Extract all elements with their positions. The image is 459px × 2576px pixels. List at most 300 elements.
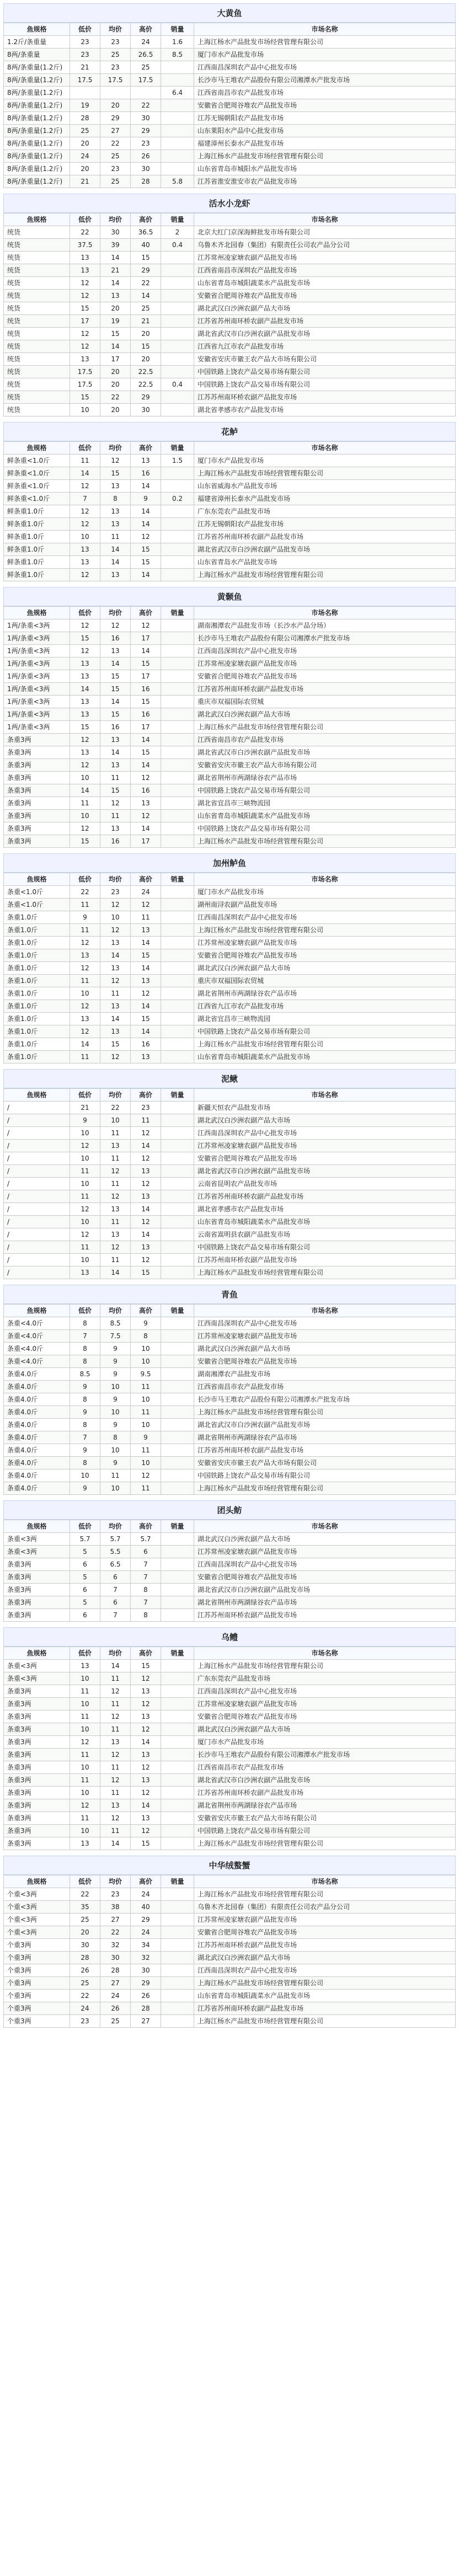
volume-cell bbox=[161, 290, 194, 302]
spec-cell: / bbox=[4, 1190, 70, 1203]
header-low: 低价 bbox=[70, 1520, 100, 1533]
volume-cell: 1.6 bbox=[161, 36, 194, 49]
low-price-cell: 9 bbox=[70, 911, 100, 924]
volume-cell bbox=[161, 1381, 194, 1393]
spec-cell: 条重3两 bbox=[4, 1774, 70, 1787]
market-cell: 安徽省合肥周谷堆农产品批发市场 bbox=[194, 290, 456, 302]
table-row bbox=[4, 1787, 456, 1799]
spec-cell: 条重1.0斤 bbox=[4, 1051, 70, 1063]
high-price-cell: 17 bbox=[131, 835, 161, 848]
volume-cell bbox=[161, 632, 194, 645]
high-price-cell: 9 bbox=[131, 1317, 161, 1330]
low-price-cell: 10 bbox=[70, 1152, 100, 1165]
high-price-cell: 13 bbox=[131, 1812, 161, 1825]
low-price-cell: 13 bbox=[70, 1013, 100, 1025]
high-price-cell: 22 bbox=[131, 99, 161, 112]
market-cell: 湖北武汉白沙洲农副产品大市场 bbox=[194, 1723, 456, 1736]
market-cell: 安徽省合肥周谷堆农产品批发市场 bbox=[194, 1711, 456, 1723]
section-title: 泥鳅 bbox=[3, 1069, 456, 1088]
low-price-cell: 17 bbox=[70, 315, 100, 328]
avg-price-cell: 17 bbox=[100, 353, 131, 366]
high-price-cell: 8 bbox=[131, 1584, 161, 1596]
high-price-cell: 11 bbox=[131, 1381, 161, 1393]
high-price-cell: 29 bbox=[131, 264, 161, 277]
header-market: 市场名称 bbox=[194, 1089, 456, 1102]
spec-cell: 条重3两 bbox=[4, 1711, 70, 1723]
low-price-cell: 9 bbox=[70, 1381, 100, 1393]
volume-cell bbox=[161, 1203, 194, 1216]
spec-cell: 条重<3两 bbox=[4, 1546, 70, 1558]
table-row bbox=[4, 1190, 456, 1203]
table-row bbox=[4, 1812, 456, 1825]
high-price-cell: 11 bbox=[131, 1482, 161, 1495]
table-row bbox=[4, 1571, 456, 1584]
table-row bbox=[4, 112, 456, 125]
spec-cell: 条重<4.0斤 bbox=[4, 1330, 70, 1343]
high-price-cell: 14 bbox=[131, 290, 161, 302]
market-cell: 江西省南昌市深圳农产品批发市场 bbox=[194, 264, 456, 277]
table-row bbox=[4, 759, 456, 772]
high-price-cell: 22.5 bbox=[131, 366, 161, 378]
table-row bbox=[4, 1393, 456, 1406]
header-spec: 鱼规格 bbox=[4, 1089, 70, 1102]
spec-cell: 个重<3两 bbox=[4, 1914, 70, 1926]
market-cell: 湖北省荆州市两湖绿谷农产品市场 bbox=[194, 1799, 456, 1812]
spec-cell: 条重<4.0斤 bbox=[4, 1355, 70, 1368]
spec-cell: 8两/条重量(1.2斤) bbox=[4, 87, 70, 99]
avg-price-cell: 9 bbox=[100, 1355, 131, 1368]
high-price-cell: 17 bbox=[131, 670, 161, 683]
spec-cell: 条重4.0斤 bbox=[4, 1419, 70, 1431]
section-6 bbox=[3, 1069, 456, 1279]
market-cell: 湖南湘潭农产品批发市场（长沙水产品分场） bbox=[194, 619, 456, 632]
table-header-row bbox=[4, 873, 456, 886]
market-cell: 湖北省武汉市白沙洲农副产品批发市场 bbox=[194, 1774, 456, 1787]
market-cell: 江苏省苏州南环桥农副产品批发市场 bbox=[194, 531, 456, 543]
avg-price-cell: 13 bbox=[100, 518, 131, 531]
volume-cell bbox=[161, 480, 194, 493]
low-price-cell: 21 bbox=[70, 175, 100, 188]
market-cell: 江西省九江市农产品批发市场 bbox=[194, 1000, 456, 1013]
high-price-cell: 15 bbox=[131, 543, 161, 556]
low-price-cell: 23 bbox=[70, 36, 100, 49]
avg-price-cell: 10 bbox=[100, 1381, 131, 1393]
spec-cell: 个重<3两 bbox=[4, 1926, 70, 1939]
low-price-cell: 14 bbox=[70, 784, 100, 797]
table-row bbox=[4, 2015, 456, 2028]
market-cell: 湖北省武汉市白沙洲农副产品批发市场 bbox=[194, 1419, 456, 1431]
low-price-cell: 26 bbox=[70, 1964, 100, 1977]
volume-cell bbox=[161, 1952, 194, 1964]
high-price-cell: 14 bbox=[131, 569, 161, 581]
volume-cell bbox=[161, 569, 194, 581]
volume-cell bbox=[161, 1774, 194, 1787]
market-cell: 厦门市水产品批发市场 bbox=[194, 886, 456, 899]
spec-cell: 条重4.0斤 bbox=[4, 1469, 70, 1482]
low-price-cell: 22 bbox=[70, 1990, 100, 2002]
volume-cell bbox=[161, 708, 194, 721]
volume-cell bbox=[161, 1114, 194, 1127]
spec-cell: 条重<4.0斤 bbox=[4, 1317, 70, 1330]
market-cell: 乌鲁木齐北园春（集团）有限责任公司农产品分公司 bbox=[194, 239, 456, 252]
volume-cell bbox=[161, 1990, 194, 2002]
table-row bbox=[4, 835, 456, 848]
spec-cell: 条重<1.0斤 bbox=[4, 886, 70, 899]
low-price-cell: 10 bbox=[70, 1787, 100, 1799]
avg-price-cell: 6 bbox=[100, 1571, 131, 1584]
volume-cell bbox=[161, 911, 194, 924]
table-row bbox=[4, 404, 456, 416]
high-price-cell: 27 bbox=[131, 2015, 161, 2028]
avg-price-cell: 15 bbox=[100, 328, 131, 340]
table-row bbox=[4, 340, 456, 353]
price-table bbox=[3, 606, 456, 848]
avg-price-cell: 25 bbox=[100, 150, 131, 163]
low-price-cell: 8 bbox=[70, 1343, 100, 1355]
low-price-cell: 12 bbox=[70, 1203, 100, 1216]
low-price-cell: 20 bbox=[70, 163, 100, 175]
high-price-cell: 13 bbox=[131, 975, 161, 987]
high-price-cell: 15 bbox=[131, 746, 161, 759]
high-price-cell: 10 bbox=[131, 1393, 161, 1406]
low-price-cell: 10 bbox=[70, 987, 100, 1000]
avg-price-cell: 14 bbox=[100, 696, 131, 708]
spec-cell: / bbox=[4, 1102, 70, 1114]
high-price-cell: 13 bbox=[131, 1774, 161, 1787]
table-row bbox=[4, 1114, 456, 1127]
market-cell: 安徽省合肥周谷堆农产品批发市场 bbox=[194, 670, 456, 683]
market-cell: 上海江杨水产品批发市场经营管理有限公司 bbox=[194, 1038, 456, 1051]
low-price-cell: 13 bbox=[70, 949, 100, 962]
high-price-cell: 8 bbox=[131, 1330, 161, 1343]
table-header-row bbox=[4, 1305, 456, 1317]
table-header-row bbox=[4, 213, 456, 226]
volume-cell bbox=[161, 1393, 194, 1406]
volume-cell bbox=[161, 670, 194, 683]
spec-cell: 统货 bbox=[4, 404, 70, 416]
spec-cell: / bbox=[4, 1228, 70, 1241]
high-price-cell: 14 bbox=[131, 505, 161, 518]
spec-cell: 条重<3两 bbox=[4, 1672, 70, 1685]
market-cell: 山东莱阳水产品中心批发市场 bbox=[194, 125, 456, 137]
low-price-cell: 7 bbox=[70, 1330, 100, 1343]
avg-price-cell: 9 bbox=[100, 1419, 131, 1431]
table-row bbox=[4, 277, 456, 290]
high-price-cell: 6 bbox=[131, 1546, 161, 1558]
market-cell: 湖北省武汉市白沙洲农副产品批发市场 bbox=[194, 1165, 456, 1178]
spec-cell: 条重1.0斤 bbox=[4, 937, 70, 949]
low-price-cell: 10 bbox=[70, 531, 100, 543]
table-row bbox=[4, 1241, 456, 1254]
high-price-cell: 14 bbox=[131, 1000, 161, 1013]
high-price-cell bbox=[131, 87, 161, 99]
spec-cell: 条重4.0斤 bbox=[4, 1406, 70, 1419]
low-price-cell: 10 bbox=[70, 1698, 100, 1711]
spec-cell: 8两/条重量(1.2斤) bbox=[4, 61, 70, 74]
high-price-cell: 15 bbox=[131, 1266, 161, 1279]
high-price-cell: 28 bbox=[131, 175, 161, 188]
volume-cell bbox=[161, 1406, 194, 1419]
table-row bbox=[4, 1990, 456, 2002]
avg-price-cell: 28 bbox=[100, 1964, 131, 1977]
market-cell: 厦门市水产品批发市场 bbox=[194, 49, 456, 61]
low-price-cell: 15 bbox=[70, 302, 100, 315]
high-price-cell: 25 bbox=[131, 61, 161, 74]
market-cell: 江苏省苏州南环桥农副产品批发市场 bbox=[194, 1444, 456, 1457]
low-price-cell: 12 bbox=[70, 569, 100, 581]
market-cell: 福建省漳州长泰水产品批发市场 bbox=[194, 493, 456, 505]
table-row bbox=[4, 1419, 456, 1431]
section-2 bbox=[3, 194, 456, 416]
low-price-cell: 10 bbox=[70, 1672, 100, 1685]
spec-cell: 1两/条重<3两 bbox=[4, 645, 70, 658]
high-price-cell: 5.7 bbox=[131, 1533, 161, 1546]
low-price-cell: 11 bbox=[70, 455, 100, 467]
low-price-cell: 30 bbox=[70, 1939, 100, 1952]
avg-price-cell: 13 bbox=[100, 1140, 131, 1152]
volume-cell bbox=[161, 531, 194, 543]
table-row bbox=[4, 1685, 456, 1698]
spec-cell: 8两/条重量(1.2斤) bbox=[4, 137, 70, 150]
table-row bbox=[4, 1609, 456, 1622]
high-price-cell: 12 bbox=[131, 1761, 161, 1774]
market-cell: 山东省青岛市城阳蔬菜水产品批发市场 bbox=[194, 810, 456, 822]
market-cell: 江苏省苏州南环桥农副产品批发市场 bbox=[194, 683, 456, 696]
high-price-cell: 15 bbox=[131, 696, 161, 708]
market-cell: 江西省南昌市农产品批发市场 bbox=[194, 87, 456, 99]
avg-price-cell: 11 bbox=[100, 987, 131, 1000]
header-avg: 均价 bbox=[100, 1647, 131, 1660]
high-price-cell: 12 bbox=[131, 1825, 161, 1837]
volume-cell bbox=[161, 924, 194, 937]
market-cell: 湖北武汉白沙洲农副产品大市场 bbox=[194, 1952, 456, 1964]
avg-price-cell: 15 bbox=[100, 670, 131, 683]
table-row bbox=[4, 1723, 456, 1736]
market-cell: 长沙市马王堆农产品股份有限公司湘潭水产批发市场 bbox=[194, 632, 456, 645]
section-title: 活水小龙虾 bbox=[3, 194, 456, 213]
table-row bbox=[4, 290, 456, 302]
table-row bbox=[4, 302, 456, 315]
table-row bbox=[4, 937, 456, 949]
market-cell: 云南省嵩明县农副产品批发市场 bbox=[194, 1228, 456, 1241]
volume-cell bbox=[161, 1596, 194, 1609]
table-row bbox=[4, 1584, 456, 1596]
low-price-cell: 5.7 bbox=[70, 1533, 100, 1546]
low-price-cell: 11 bbox=[70, 1749, 100, 1761]
high-price-cell: 20 bbox=[131, 353, 161, 366]
header-spec: 鱼规格 bbox=[4, 1520, 70, 1533]
volume-cell bbox=[161, 899, 194, 911]
high-price-cell: 14 bbox=[131, 962, 161, 975]
header-volume: 销量 bbox=[161, 1875, 194, 1888]
market-cell: 江苏省淮安淮安市农产品批发市场 bbox=[194, 175, 456, 188]
table-row bbox=[4, 1977, 456, 1990]
avg-price-cell: 32 bbox=[100, 1939, 131, 1952]
market-cell: 中国铁路上饶农产品交易市场有限公司 bbox=[194, 784, 456, 797]
high-price-cell: 26 bbox=[131, 150, 161, 163]
avg-price-cell: 11 bbox=[100, 1698, 131, 1711]
table-row bbox=[4, 670, 456, 683]
avg-price-cell: 11 bbox=[100, 1761, 131, 1774]
high-price-cell: 12 bbox=[131, 1127, 161, 1140]
avg-price-cell: 23 bbox=[100, 1888, 131, 1901]
low-price-cell: 25 bbox=[70, 1977, 100, 1990]
avg-price-cell: 8 bbox=[100, 493, 131, 505]
table-row bbox=[4, 1825, 456, 1837]
high-price-cell: 13 bbox=[131, 1685, 161, 1698]
low-price-cell: 12 bbox=[70, 328, 100, 340]
high-price-cell: 29 bbox=[131, 1977, 161, 1990]
low-price-cell: 11 bbox=[70, 1774, 100, 1787]
volume-cell bbox=[161, 721, 194, 734]
market-cell: 山东省青岛水产品批发市场 bbox=[194, 556, 456, 569]
volume-cell bbox=[161, 1926, 194, 1939]
market-cell: 上海江杨水产品批发市场经营管理有限公司 bbox=[194, 2015, 456, 2028]
avg-price-cell: 14 bbox=[100, 1837, 131, 1850]
avg-price-cell: 14 bbox=[100, 1266, 131, 1279]
low-price-cell bbox=[70, 87, 100, 99]
low-price-cell: 7 bbox=[70, 1431, 100, 1444]
high-price-cell: 12 bbox=[131, 1672, 161, 1685]
table-row bbox=[4, 1165, 456, 1178]
table-row bbox=[4, 1457, 456, 1469]
table-row bbox=[4, 772, 456, 784]
market-cell: 江苏苏州南环桥农副产品批发市场 bbox=[194, 1939, 456, 1952]
spec-cell: 统货 bbox=[4, 277, 70, 290]
header-low: 低价 bbox=[70, 873, 100, 886]
high-price-cell: 14 bbox=[131, 822, 161, 835]
low-price-cell: 12 bbox=[70, 962, 100, 975]
table-row bbox=[4, 1596, 456, 1609]
avg-price-cell: 11 bbox=[100, 1152, 131, 1165]
volume-cell bbox=[161, 1672, 194, 1685]
volume-cell bbox=[161, 1533, 194, 1546]
high-price-cell: 36.5 bbox=[131, 226, 161, 239]
high-price-cell: 12 bbox=[131, 772, 161, 784]
market-cell: 中国铁路上饶农产品交易市场有限公司 bbox=[194, 822, 456, 835]
high-price-cell: 12 bbox=[131, 1254, 161, 1266]
avg-price-cell: 6 bbox=[100, 1596, 131, 1609]
table-row bbox=[4, 1330, 456, 1343]
spec-cell: 条重1.0斤 bbox=[4, 962, 70, 975]
spec-cell: 条重3两 bbox=[4, 1723, 70, 1736]
table-row bbox=[4, 1228, 456, 1241]
volume-cell bbox=[161, 797, 194, 810]
high-price-cell: 14 bbox=[131, 937, 161, 949]
avg-price-cell: 11 bbox=[100, 772, 131, 784]
section-title: 花鲈 bbox=[3, 422, 456, 441]
avg-price-cell: 22 bbox=[100, 391, 131, 404]
table-row bbox=[4, 1102, 456, 1114]
market-cell: 上海江杨水产品批发市场经营管理有限公司 bbox=[194, 569, 456, 581]
volume-cell bbox=[161, 759, 194, 772]
low-price-cell: 5 bbox=[70, 1571, 100, 1584]
low-price-cell: 15 bbox=[70, 391, 100, 404]
low-price-cell: 11 bbox=[70, 1685, 100, 1698]
low-price-cell: 6 bbox=[70, 1609, 100, 1622]
table-row bbox=[4, 1317, 456, 1330]
market-cell: 江西南昌深圳农产品中心批发市场 bbox=[194, 911, 456, 924]
avg-price-cell: 12 bbox=[100, 1685, 131, 1698]
volume-cell bbox=[161, 1749, 194, 1761]
market-cell: 安徽省合肥周谷堆农产品批发市场 bbox=[194, 1571, 456, 1584]
spec-cell: 个重3两 bbox=[4, 2002, 70, 2015]
avg-price-cell: 30 bbox=[100, 226, 131, 239]
low-price-cell: 12 bbox=[70, 937, 100, 949]
volume-cell bbox=[161, 1457, 194, 1469]
header-volume: 销量 bbox=[161, 1520, 194, 1533]
spec-cell: 条重1.0斤 bbox=[4, 1025, 70, 1038]
market-cell: 安徽省合肥周谷堆农产品批发市场 bbox=[194, 949, 456, 962]
price-table bbox=[3, 1088, 456, 1279]
low-price-cell: 13 bbox=[70, 1266, 100, 1279]
table-row bbox=[4, 797, 456, 810]
market-cell: 安徽省合肥周谷堆农产品批发市场 bbox=[194, 1926, 456, 1939]
spec-cell: 统货 bbox=[4, 239, 70, 252]
price-table bbox=[3, 441, 456, 581]
avg-price-cell: 20 bbox=[100, 302, 131, 315]
volume-cell bbox=[161, 1901, 194, 1914]
avg-price-cell: 11 bbox=[100, 1178, 131, 1190]
volume-cell bbox=[161, 2015, 194, 2028]
volume-cell bbox=[161, 1444, 194, 1457]
volume-cell bbox=[161, 150, 194, 163]
table-row bbox=[4, 366, 456, 378]
avg-price-cell: 39 bbox=[100, 239, 131, 252]
table-row bbox=[4, 924, 456, 937]
high-price-cell: 14 bbox=[131, 1140, 161, 1152]
price-table bbox=[3, 1647, 456, 1850]
avg-price-cell: 23 bbox=[100, 163, 131, 175]
avg-price-cell: 16 bbox=[100, 632, 131, 645]
spec-cell: 鲜条重<1.0斤 bbox=[4, 480, 70, 493]
avg-price-cell: 27 bbox=[100, 125, 131, 137]
table-row bbox=[4, 1152, 456, 1165]
volume-cell bbox=[161, 1317, 194, 1330]
low-price-cell: 23 bbox=[70, 2015, 100, 2028]
volume-cell: 8.5 bbox=[161, 49, 194, 61]
header-market: 市场名称 bbox=[194, 213, 456, 226]
low-price-cell: 10 bbox=[70, 1723, 100, 1736]
table-row bbox=[4, 505, 456, 518]
volume-cell bbox=[161, 937, 194, 949]
low-price-cell: 12 bbox=[70, 518, 100, 531]
table-row bbox=[4, 391, 456, 404]
market-cell: 江西省南昌市农产品批发市场 bbox=[194, 1381, 456, 1393]
volume-cell bbox=[161, 1343, 194, 1355]
market-cell: 江苏省苏州南环桥农副产品批发市场 bbox=[194, 1787, 456, 1799]
table-row bbox=[4, 645, 456, 658]
avg-price-cell: 7 bbox=[100, 1609, 131, 1622]
high-price-cell: 16 bbox=[131, 708, 161, 721]
table-row bbox=[4, 569, 456, 581]
spec-cell: 1两/条重<3两 bbox=[4, 708, 70, 721]
high-price-cell: 12 bbox=[131, 899, 161, 911]
volume-cell: 5.8 bbox=[161, 175, 194, 188]
low-price-cell: 9 bbox=[70, 1444, 100, 1457]
low-price-cell: 24 bbox=[70, 150, 100, 163]
spec-cell: 个重3两 bbox=[4, 1964, 70, 1977]
table-row bbox=[4, 1216, 456, 1228]
volume-cell bbox=[161, 1698, 194, 1711]
high-price-cell: 24 bbox=[131, 36, 161, 49]
high-price-cell: 13 bbox=[131, 1241, 161, 1254]
volume-cell bbox=[161, 1102, 194, 1114]
table-row bbox=[4, 822, 456, 835]
market-cell: 湖北武汉白沙洲农副产品大市场 bbox=[194, 302, 456, 315]
volume-cell bbox=[161, 1660, 194, 1672]
spec-cell: 鲜条重<1.0斤 bbox=[4, 493, 70, 505]
